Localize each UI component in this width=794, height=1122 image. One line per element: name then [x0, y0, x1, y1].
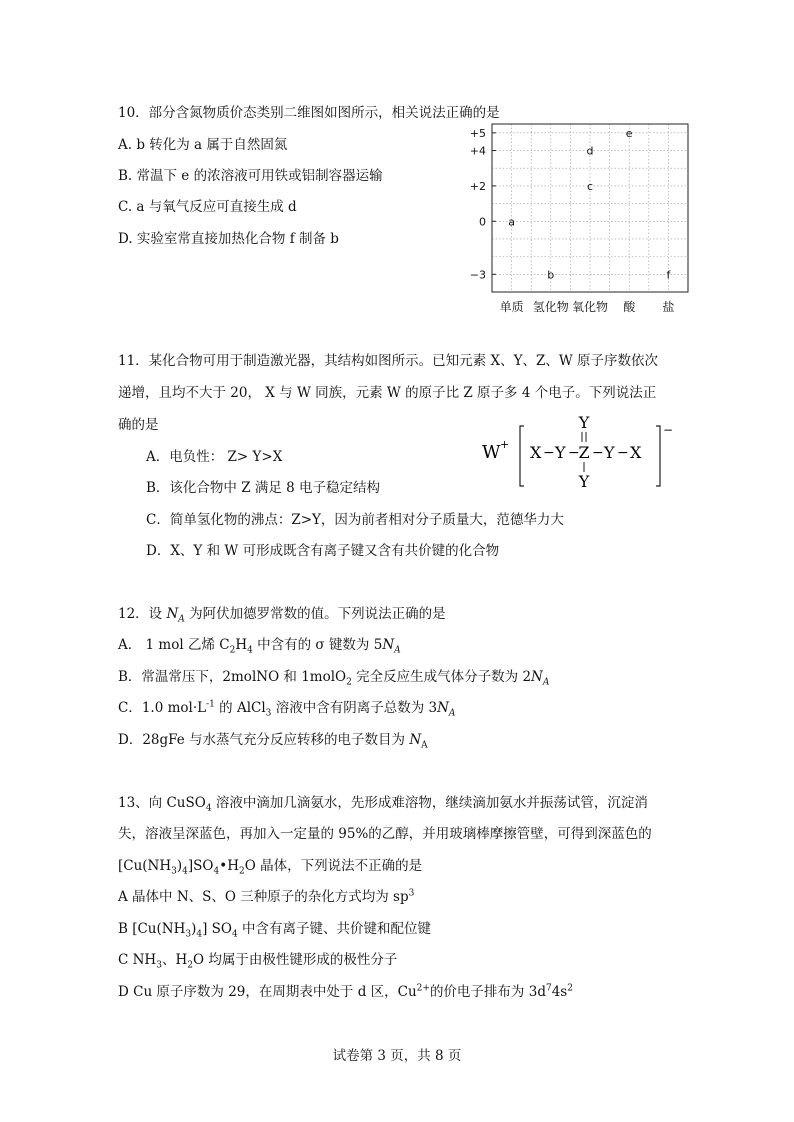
structure-top-y: Y [578, 413, 590, 432]
structure-right-x: X [630, 443, 642, 462]
point-c: c [586, 179, 594, 193]
q12-stem: 12．设 $N_A$ 为阿伏加德罗常数的值。下列说法正确的是 [118, 606, 446, 625]
q13-option-b: B $[Cu(NH_3)_4]$ $SO_4$ 中含有离子键、共价键和配位键 [118, 921, 432, 940]
point-e: e [625, 126, 633, 140]
q11-option-b: B．该化合物中 Z 满足 8 电子稳定结构 [146, 480, 381, 496]
structure-center-z: Z [578, 443, 590, 462]
y-tick-label: +4 [469, 144, 486, 158]
q13-option-a: A 晶体中 N、S、O 三种原子的杂化方式均为 $sp^3$ [118, 888, 415, 905]
q11-option-a: A．电负性： Z> Y>X [146, 449, 283, 465]
q10-option-b: B. 常温下 e 的浓溶液可用铁或铝制容器运输 [118, 168, 383, 184]
q10-stem: 10．部分含氮物质价态类别二维图如图所示，相关说法正确的是 [118, 105, 500, 121]
q11-stem-line1: 11．某化合物可用于制造激光器，其结构如图所示。已知元素 X、Y、Z、W 原子序数依次 [118, 353, 659, 369]
compound-structure-figure [480, 412, 680, 492]
q11-option-c: C．简单氢化物的沸点：Z>Y，因为前者相对分子质量大，范德华力大 [146, 512, 564, 528]
structure-bond-3: − [592, 445, 604, 461]
point-d: d [586, 144, 594, 158]
q13-stem-line2: 失，溶液呈深蓝色，再加入一定量的 95%的乙醇，并用玻璃棒摩擦管壁，可得到深蓝色的 [118, 826, 652, 842]
q10-option-c: C. a 与氧气反应可直接生成 d [118, 199, 297, 215]
q10-option-a: A. b 转化为 a 属于自然固氮 [118, 137, 288, 153]
q12-option-a: A． 1 mol 乙烯 $C_2H_4$ 中含有的 σ 键数为 $5N_A$ [118, 637, 401, 656]
y-tick-label: +2 [469, 179, 486, 193]
point-b: b [547, 268, 555, 282]
y-tick-label: 0 [479, 215, 486, 229]
x-tick-label: 氧化物 [571, 300, 609, 314]
structure-bond-1: − [543, 445, 555, 461]
structure-bottom-y: Y [578, 472, 590, 491]
point-a: a [508, 215, 515, 229]
page-footer: 试卷第 3 页，共 8 页 [332, 1048, 462, 1064]
q13-stem-line1: 13、向 CuSO$_4$ 溶液中滴加几滴氨水，先形成难溶物，继续滴加氨水并振荡试管，沉淀消 [118, 795, 648, 814]
structure-anion-charge: − [663, 423, 674, 437]
structure-cation-charge: + [500, 438, 510, 451]
q10-option-d: D. 实验室常直接加热化合物 f 制备 b [118, 231, 339, 247]
structure-left-x: X [530, 443, 542, 462]
valence-category-chart [446, 118, 696, 318]
q11-option-d: D．X、Y 和 W 可形成既含有离子键又含有共价键的化合物 [146, 543, 500, 559]
q13-option-c: C $NH_3$、$H_2O$ 均属于由极性键形成的极性分子 [118, 952, 398, 971]
x-tick-label: 单质 [499, 300, 524, 314]
structure-bond-2: − [568, 445, 580, 461]
q12-option-b: B．常温常压下，2molNO 和 1molO$_2$ 完全反应生成气体分子数为 $2N_A$ [118, 669, 550, 688]
y-tick-label: −3 [469, 268, 486, 282]
x-tick-label: 酸 [623, 300, 636, 314]
q11-stem-line3: 确的是 [118, 417, 159, 433]
structure-cation: W [482, 442, 501, 463]
q13-option-d: D Cu 原子序数为 29，在周期表中处于 d 区，$Cu^{2+}$的价电子排布为 $3d^74s^2$ [118, 983, 573, 1000]
structure-bond-4: − [617, 445, 629, 461]
structure-right-y: Y [604, 443, 615, 462]
x-tick-label: 氢化物 [532, 300, 569, 314]
y-tick-label: +5 [469, 126, 486, 140]
x-tick-label: 盐 [662, 300, 675, 314]
point-f: f [666, 268, 671, 282]
q11-stem-line2: 递增，且均不大于 20， X 与 W 同族，元素 W 的原子比 Z 原子多 4 个电子。下列说法正 [118, 385, 657, 401]
structure-left-y: Y [555, 443, 566, 462]
q13-stem-line3: $[Cu(NH_3)_4]SO_4•H_2O$ 晶体，下列说法不正确的是 [118, 858, 423, 877]
q12-option-d: D．28gFe 与水蒸气充分反应转移的电子数目为 $N_A$ [118, 732, 428, 751]
q12-option-c: C．1.0 $mol\cdot L^{-1}$ 的 AlCl$_3$ 溶液中含有阴离子总数为 $3N_A$ [118, 699, 456, 719]
